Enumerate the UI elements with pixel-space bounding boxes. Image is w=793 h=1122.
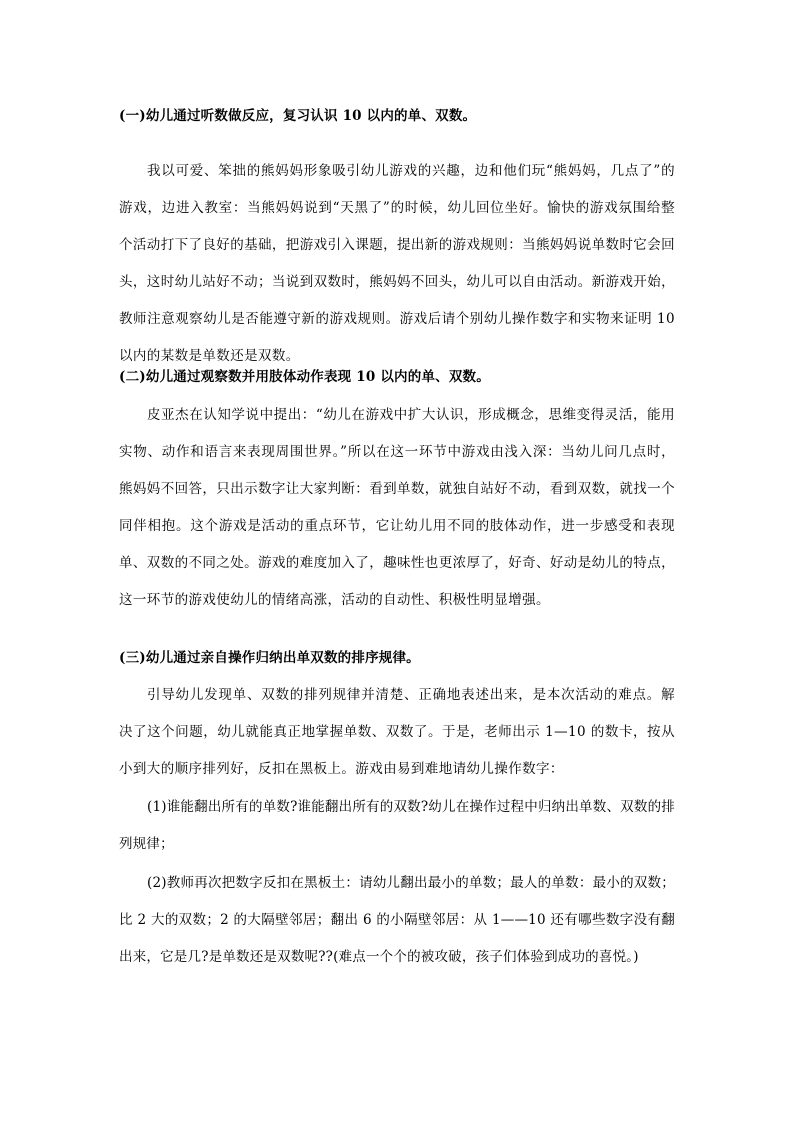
section-2-heading: (二)幼儿通过观察数并用肢体动作表现 10 以内的单、双数。 xyxy=(119,369,490,385)
section-3-paragraph-1: 引导幼儿发现单、双数的排列规律并清楚、正确地表述出来，是本次活动的难点。解决了这个问题，幼儿就能真正地掌握单数、双数了。于是，老师出示 1—10 的数卡，按从小到大的顺序排列好，反扣在黑板上。游戏由易到难地请幼儿操作数字： xyxy=(119,687,675,777)
section-3-paragraph-2: (1)谁能翻出所有的单数?谁能翻出所有的双数?幼儿在操作过程中归纳出单数、双数的排列规律； xyxy=(119,799,675,852)
section-1-paragraph: 我以可爱、笨拙的熊妈妈形象吸引幼儿游戏的兴趣，边和他们玩“熊妈妈，几点了”的游戏，边进入教室：当熊妈妈说到“天黑了”的时候，幼儿回位坐好。愉快的游戏氛围给整个活动打下了良好的基础，把游戏引入课题，提出新的游戏规则：当熊妈妈说单数时它会回头，这时幼儿站好不动；当说到双数时，熊妈妈不回头，幼儿可以自由活动。新游戏开始，教师注意观察幼儿是否能遵守新的游戏规则。游戏后请个别幼儿操作数字和实物来证明 10 以内的某数是单数还是双数。 xyxy=(119,163,675,364)
section-2-paragraph: 皮亚杰在认知学说中提出：“幼儿在游戏中扩大认识，形成概念，思维变得灵活，能用实物、动作和语言来表现周围世界。”所以在这一环节中游戏由浅入深：当幼儿问几点时，熊妈妈不回答，只出示数字让大家判断：看到单数，就独自站好不动，看到双数，就找一个同伴相抱。这个游戏是活动的重点环节，它让幼儿用不同的肢体动作，进一步感受和表现单、双数的不同之处。游戏的难度加入了，趣味性也更浓厚了，好奇、好动是幼儿的特点，这一环节的游戏使幼儿的情绪高涨，活动的自动性、积极性明显增强。 xyxy=(119,407,675,608)
section-3-paragraph-3: (2)教师再次把数字反扣在黑板土：请幼儿翻出最小的单数；最人的单数：最小的双数；比 2 大的双数；2 的大隔壁邻居；翻出 6 的小隔壁邻居：从 1——10 还有哪些数字没有翻出来，它是几?是单数还是双数呢??(难点一个个的被攻破，孩子们体验到成功的喜悦。) xyxy=(119,875,675,965)
section-3-heading: (三)幼儿通过亲自操作归纳出单双数的排序规律。 xyxy=(119,650,420,666)
section-1-heading: (一)幼儿通过听数做反应，复习认识 10 以内的单、双数。 xyxy=(119,108,477,124)
